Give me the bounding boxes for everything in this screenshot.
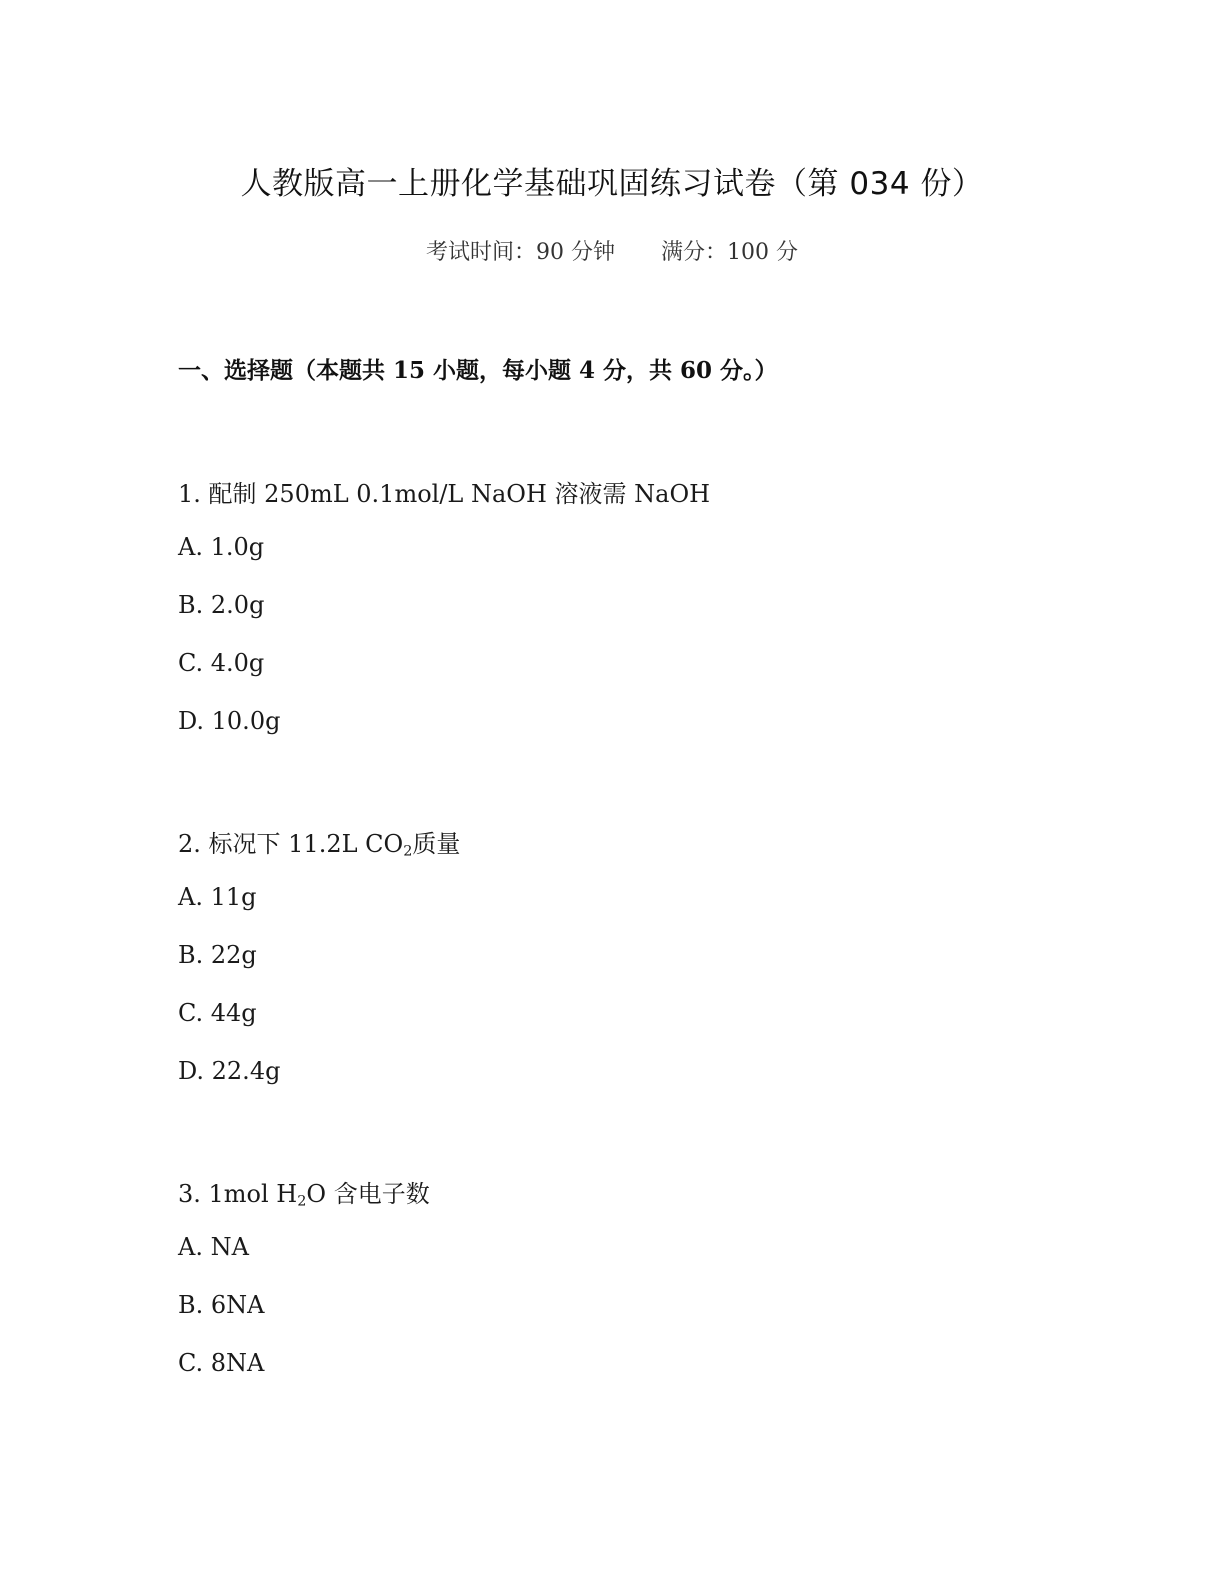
option-a: A. NA xyxy=(178,1233,249,1261)
option-c: C. 8NA xyxy=(178,1349,265,1377)
exam-title: 人教版高一上册化学基础巩固练习试卷（第 034 份） xyxy=(240,166,984,202)
exam-full-score: 满分：100 分 xyxy=(661,240,798,265)
stem-text: 3. 1mol H xyxy=(178,1180,298,1208)
option-c: C. 4.0g xyxy=(178,649,265,677)
stem-text: 2. 标况下 11.2L CO xyxy=(178,830,404,858)
option-a: A. 1.0g xyxy=(178,533,265,561)
option-a: A. 11g xyxy=(178,883,257,911)
option-b: B. 2.0g xyxy=(178,591,265,619)
stem-text: 质量 xyxy=(412,830,461,858)
option-b: B. 22g xyxy=(178,941,257,969)
option-d: D. 10.0g xyxy=(178,707,281,735)
stem-text: O 含电子数 xyxy=(306,1180,430,1208)
section-heading: 一、选择题（本题共 15 小题，每小题 4 分，共 60 分。） xyxy=(178,357,778,384)
question-stem xyxy=(178,824,460,860)
option-b: B. 6NA xyxy=(178,1291,265,1319)
option-c: C. 44g xyxy=(178,999,257,1027)
subscript: 2 xyxy=(297,1193,307,1210)
subscript: 2 xyxy=(403,843,413,860)
exam-meta xyxy=(0,235,1224,266)
question-stem: 1. 配制 250mL 0.1mol/L NaOH 溶液需 NaOH xyxy=(178,480,711,508)
option-d: D. 22.4g xyxy=(178,1057,281,1085)
question-stem xyxy=(178,1174,430,1210)
exam-time: 考试时间：90 分钟 xyxy=(426,240,615,265)
